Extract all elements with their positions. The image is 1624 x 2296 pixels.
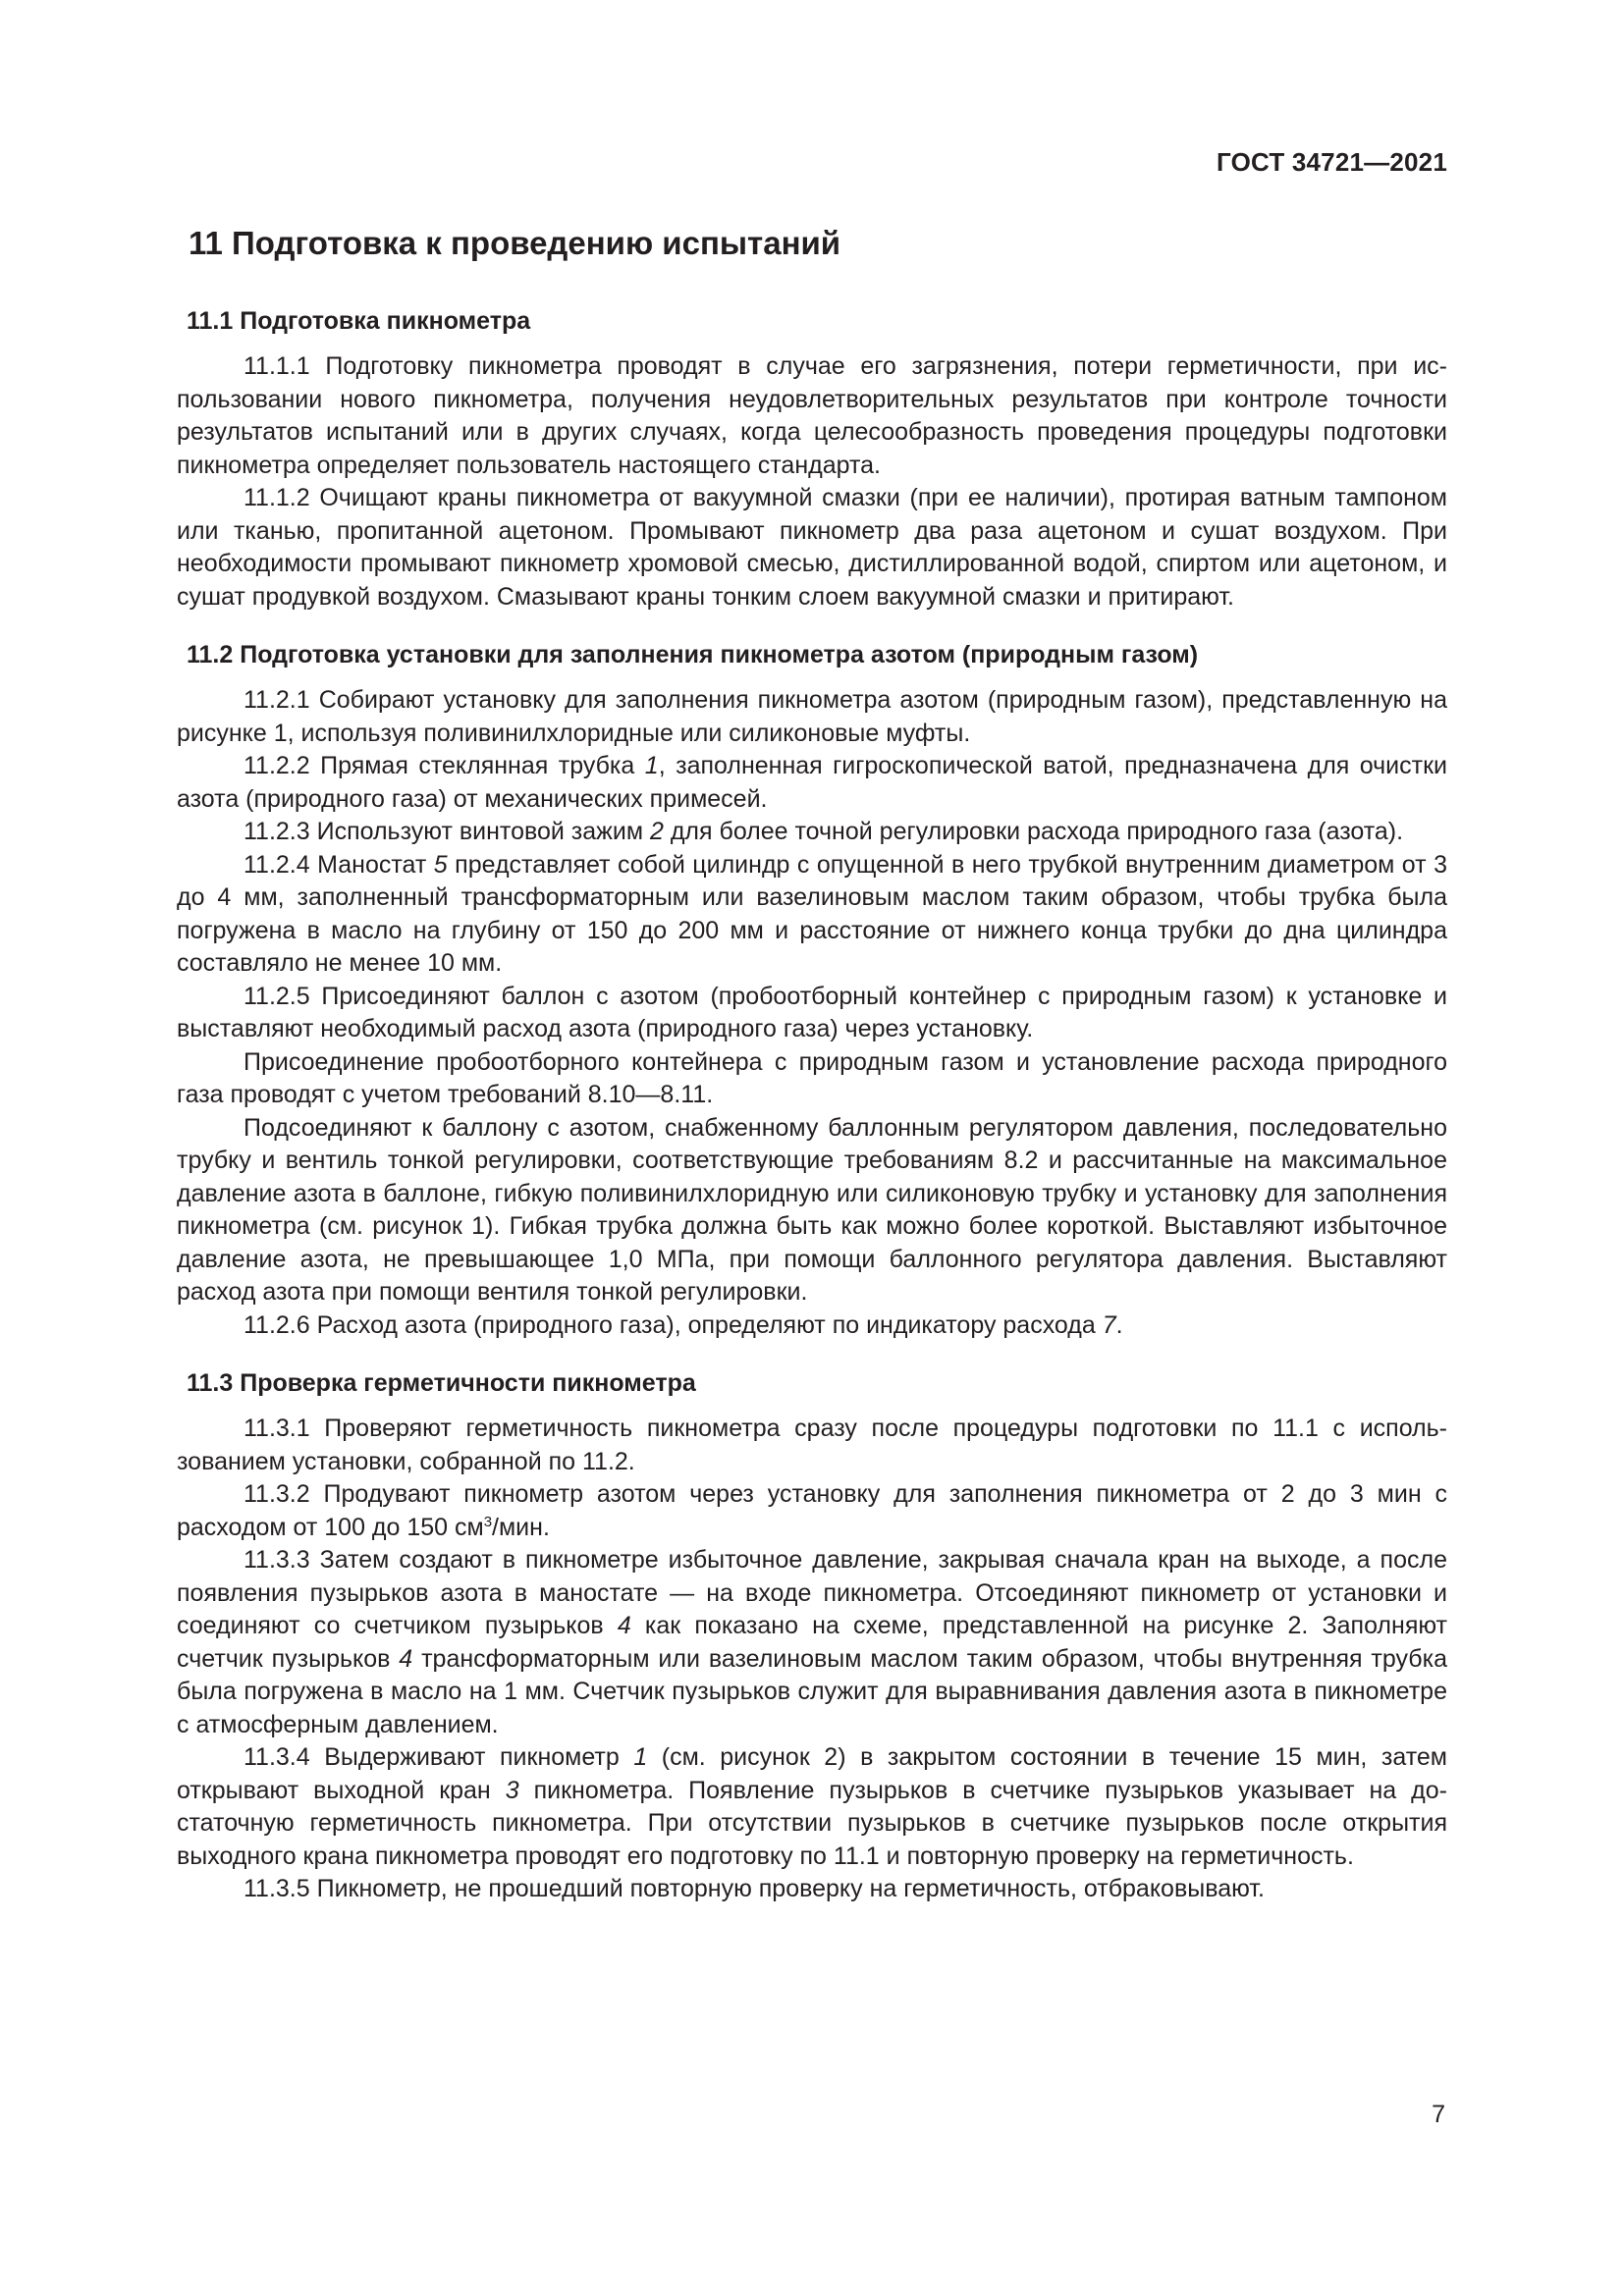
page-number: 7 xyxy=(1432,2101,1445,2128)
superscript: 3 xyxy=(483,1513,493,1530)
document-body xyxy=(177,224,1447,1931)
text-run: для более точной регулировки расхода природного газа (азота). xyxy=(663,818,1404,845)
paragraph-11-3-1: 11.3.1 Проверяют герметичность пикнометра сразу после процедуры подготовки по 11.1 с использованием установки, собранной по 11.2. xyxy=(177,1415,1447,1475)
text-run: (см. рисунок 2) в закрытом состоянии в течение 15 мин, затем открывают выходной кран xyxy=(177,1743,1447,1804)
text-run: представляет собой цилиндр с опущенной в него трубкой внутренним диаметром от 3 до 4 мм, заполненный трансформаторным или вазелиновым маслом таким образом, чтобы трубка была погружена в масло на глубину от 150 до 200 мм и расстояние от нижнего конца трубки до дна цилиндра составляло не менее 10 мм. xyxy=(177,850,1447,977)
paragraph-11-3-4 xyxy=(177,1741,1447,1873)
paragraph-11-2-1: 11.2.1 Собирают установку для заполнения пикнометра азотом (природным газом), представленную на рисунке 1, используя поливинилхлоридные или силиконовые муфты. xyxy=(177,686,1447,747)
section-11-1 xyxy=(177,304,1447,614)
item-number: 1 xyxy=(644,752,659,779)
item-number: 1 xyxy=(633,1743,648,1771)
item-number: 7 xyxy=(1102,1310,1116,1339)
paragraph-11-1-2: 11.1.2 Очищают краны пикнометра от вакуумной смазки (при ее наличии), протирая ватным тампоном или тканью, пропитанной ацетоном. Промывают пикнометр два раза ацетоном и сушат воздухом. При необходимости промывают пикнометр хромовой смесью, дистиллированной водой, спиртом или ацетоном, и сушат продувкой воздухом. Смазывают краны тонким слоем вакуумной смазки и притирают. xyxy=(177,484,1447,611)
section-heading: 11.1 Подготовка пикнометра xyxy=(187,307,531,335)
paragraph-11-2-4 xyxy=(177,849,1447,981)
paragraph-11-2-6 xyxy=(177,1309,1447,1343)
text-run: 11.2.4 Маностат xyxy=(244,850,434,879)
text-run: 11.3.4 Выдерживают пикнометр xyxy=(244,1743,634,1771)
item-number: 4 xyxy=(617,1612,631,1639)
text-run: /мин. xyxy=(492,1513,550,1541)
paragraph-connection: Присоединение пробоотборного контейнера с природным газом и установление расхода природного газа проводят с учетом требований 8.10—8.11. xyxy=(177,1047,1447,1108)
text-run: . xyxy=(1115,1310,1123,1339)
text-run: пикнометра. Появление пузырьков в счетчике пузырьков указывает на достаточную герметичность пикнометра. При отсутствии пузырьков в счетчике пузырьков после открытия выходного крана пикнометра проводят его подготовку по 11.1 и повторную проверку на герметичность. xyxy=(177,1776,1447,1870)
text-run: 11.2.6 Расход азота (природного газа), определяют по индикатору расхода xyxy=(244,1310,1103,1339)
text-run: 11.3.3 Затем создают в пикнометре избыточное давление, закрывая сначала кран на выходе, а после появления пузырьков азота в маностате — на входе пикнометра. Отсоединяют пикнометр от установки и соединяют со счетчиком пузырьков xyxy=(177,1546,1447,1639)
paragraph-11-3-2 xyxy=(177,1478,1447,1544)
paragraph-11-2-2 xyxy=(177,750,1447,816)
section-11-2 xyxy=(177,638,1447,1342)
chapter-title: 11 Подготовка к проведению испытаний xyxy=(189,225,841,261)
section-heading: 11.2 Подготовка установки для заполнения пикнометра азотом (природным газом) xyxy=(187,641,1199,668)
paragraph-11-1-1: 11.1.1 Подготовку пикнометра проводят в случае его загрязнения, потери герметичности, при использовании нового пикнометра, получения неудовлетворительных результатов при контроле точности результатов испытаний или в других случаях, когда целесообразность проведения процедуры подготовки пикнометра определяет пользователь настоящего стандарта. xyxy=(177,352,1447,479)
text-run: как показано на схеме, представленной на рисунке 2. Заполняют счетчик пузырьков xyxy=(177,1612,1448,1673)
section-11-3 xyxy=(177,1366,1447,1906)
section-heading: 11.3 Проверка герметичности пикнометра xyxy=(187,1369,696,1397)
text-run: , заполненная гигроскопической ватой, предназначена для очистки азота (природного газа) от механических примесей. xyxy=(177,752,1447,813)
item-number: 5 xyxy=(433,850,448,879)
paragraph-11-2-5: 11.2.5 Присоединяют баллон с азотом (пробоотборный контейнер с природным газом) к установке и выставляют необходимый расход азота (природного газа) через установку. xyxy=(177,982,1447,1042)
paragraph-11-3-5: 11.3.5 Пикнометр, не прошедший повторную проверку на герметичность, отбраковывают. xyxy=(244,1875,1265,1902)
item-number: 2 xyxy=(649,818,664,845)
item-number: 4 xyxy=(399,1644,413,1673)
paragraph-11-2-3 xyxy=(177,816,1447,849)
text-run: трансформаторным или вазелиновым маслом таким образом, чтобы внутренняя трубка была погружена в масло на 1 мм. Счетчик пузырьков служит для выравнивания давления азота в пикнометре с атмосферным давлением. xyxy=(177,1644,1447,1738)
item-number: 3 xyxy=(505,1776,519,1804)
text-run: 11.2.2 Прямая стеклянная трубка xyxy=(244,752,645,779)
text-run: 11.3.2 Продувают пикнометр азотом через установку для заполнения пикнометра от 2 до 3 мин с расходом от 100 до 150 см xyxy=(177,1480,1447,1541)
text-run: 11.2.3 Используют винтовой зажим xyxy=(244,818,650,845)
document-code: ГОСТ 34721—2021 xyxy=(1217,147,1447,177)
paragraph-11-3-3 xyxy=(177,1544,1447,1741)
paragraph-nitrogen-connect: Подсоединяют к баллону с азотом, снабженному баллонным регулятором давления, последовательно трубку и вентиль тонкой регулировки, соответствующие требованиям 8.2 и рассчитанные на максимальное давление азота в баллоне, гибкую поливинилхлоридную или силиконовую трубку и установку для заполнения пикнометра (см. рисунок 1). Гибкая трубка должна быть как можно более короткой. Выставляют избыточное давление азота, не превышающее 1,0 МПа, при помощи баллонного регулятора давления. Выставляют расход азота при помощи вентиля тонкой регулировки. xyxy=(177,1113,1447,1306)
